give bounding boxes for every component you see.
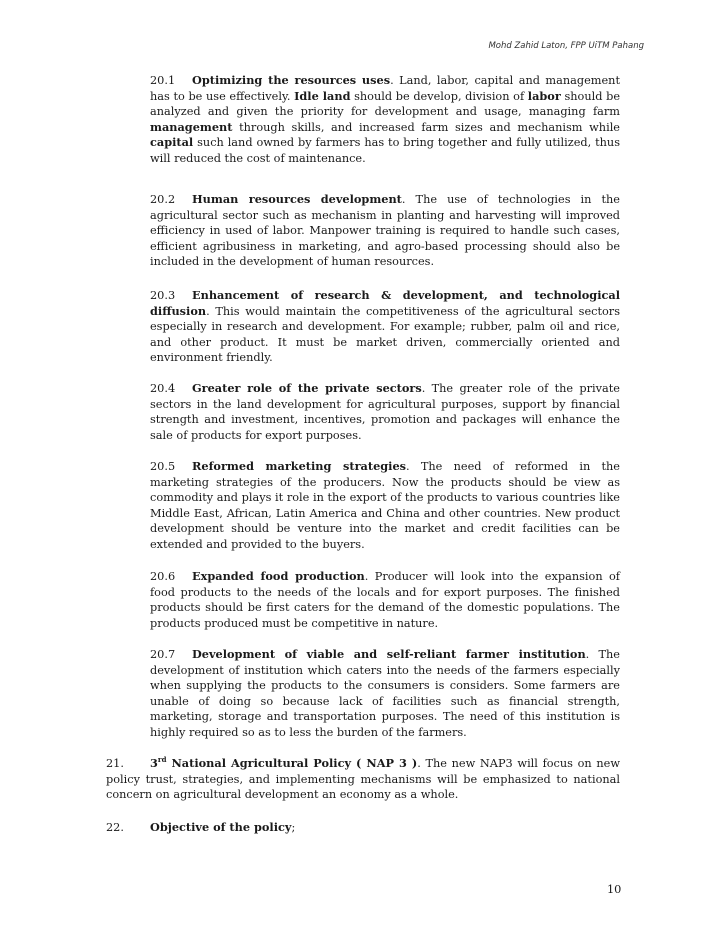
item-title: Development of viable and self-reliant farmer institution	[192, 647, 586, 661]
item-20-7: 20.7 Development of viable and self-reliant farmer institution. The development of institution which caters into the needs of the farmers especially when supplying the products to the consumers is considers. Some farmers are unable of doing so because lack of facilities such as financial strength, marketing, storage and transportation purposes. The need of this institution is highly required so as to less the burden of the farmers.	[150, 647, 620, 739]
item-20-3: 20.3 Enhancement of research & development, and technological diffusion. This would maintain the competitiveness of the agricultural sectors especially in research and development. For example; rubber, palm oil and rice, and other product. It must be market driven, commercially oriented and environment friendly.	[150, 288, 620, 365]
item-number: 20.6	[150, 570, 176, 583]
item-title: Human resources development	[192, 192, 402, 206]
section-22: 22. Objective of the policy;	[106, 820, 296, 834]
item-title: Reformed marketing strategies	[192, 459, 407, 473]
section-21: 21. 3rd National Agricultural Policy ( NAP 3 ). The new NAP3 will focus on new policy trust, strategies, and implementing mechanisms will be emphasized to national concern on agricultural development an economy as a whole.	[106, 755, 620, 802]
item-title: Greater role of the private sectors	[192, 381, 422, 395]
section-title: Objective of the policy	[150, 820, 292, 834]
item-20-4: 20.4 Greater role of the private sectors. The greater role of the private sectors in the land development for agricultural purposes, support by financial strength and investment, incentives, promotion and packages will enhance the sale of products for export purposes.	[150, 381, 620, 442]
running-header: Mohd Zahid Laton, FPP UiTM Pahang	[488, 41, 644, 51]
item-20-5: 20.5 Reformed marketing strategies. The need of reformed in the marketing strategies of the producers. Now the products should be view as commodity and plays it role in the export of the products to various countries like Middle East, African, Latin America and China and other countries. New product development should be venture into the market and credit facilities can be extended and provided to the buyers.	[150, 459, 620, 551]
item-number: 20.5	[150, 460, 176, 473]
section-number: 21.	[106, 757, 124, 770]
item-20-6: 20.6 Expanded food production. Producer will look into the expansion of food products to the needs of the locals and for export purposes. The finished products should be first caters for the demand of the domestic populations. The products produced must be competitive in nature.	[150, 569, 620, 630]
page-number: 10	[607, 883, 622, 896]
section-title: 3rd National Agricultural Policy ( NAP 3 )	[150, 755, 418, 770]
section-number: 22.	[106, 821, 124, 834]
item-number: 20.7	[150, 648, 176, 661]
item-title: Enhancement of research & development, and technological diffusion	[150, 288, 620, 318]
item-20-2: 20.2 Human resources development. The use of technologies in the agricultural sector such as mechanism in planting and harvesting will improved efficiency in used of labor. Manpower training is required to handle such cases, efficient agribusiness in marketing, and agro-based processing should also be included in the development of human resources.	[150, 192, 620, 269]
item-title: Expanded food production	[192, 569, 365, 583]
item-number: 20.4	[150, 382, 176, 395]
item-number: 20.2	[150, 193, 176, 206]
item-title: Optimizing the resources uses	[192, 73, 391, 87]
item-number: 20.1	[150, 74, 176, 87]
item-number: 20.3	[150, 289, 176, 302]
item-20-1: 20.1 Optimizing the resources uses. Land, labor, capital and management has to be use effectively. Idle land should be develop, division of labor should be analyzed and given the priority for development and usage, managing farm management through skills, and increased farm sizes and mechanism while capital such land owned by farmers has to bring together and fully utilized, thus will reduced the cost of maintenance.	[150, 73, 620, 165]
